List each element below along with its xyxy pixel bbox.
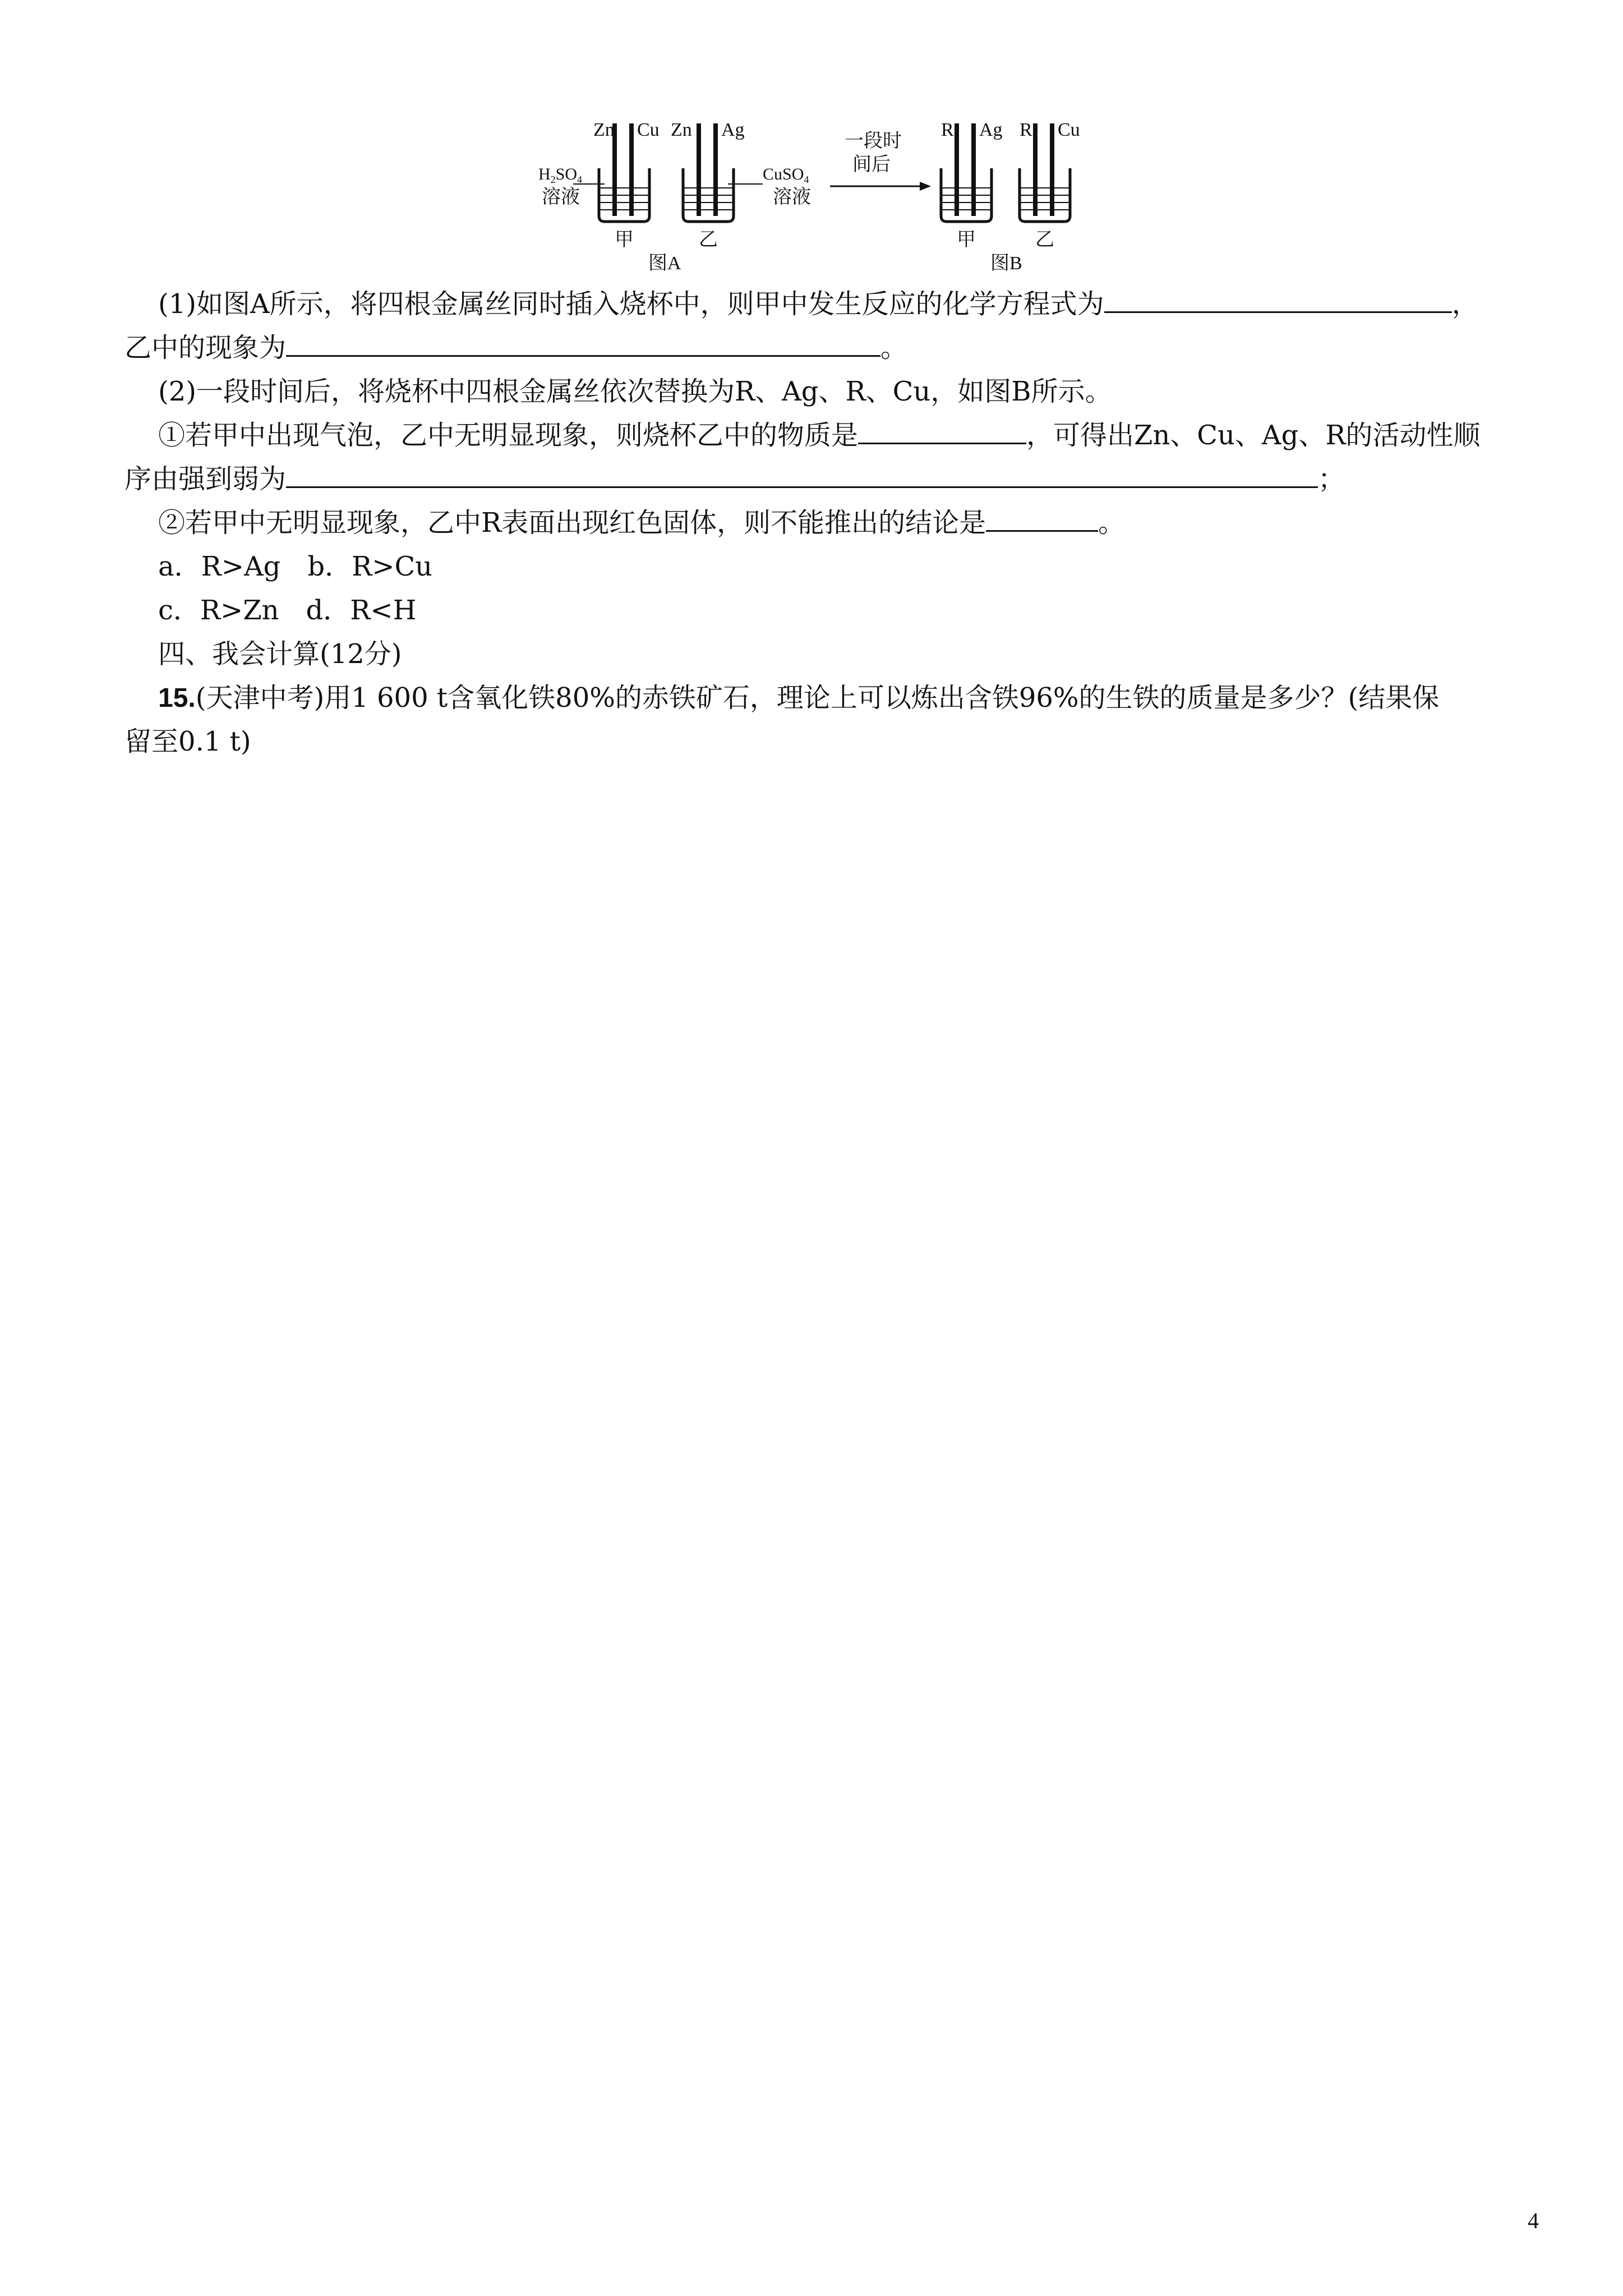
q1-equation-blank[interactable] bbox=[1104, 287, 1452, 313]
figA-label-yi: 乙 bbox=[699, 229, 718, 250]
figA-caption: 图A bbox=[648, 253, 681, 274]
arrow-head-icon bbox=[920, 182, 931, 191]
q2-s2-text: ②若甲中无明显现象，乙中R表面出现红色固体，则不能推出的结论是 bbox=[158, 507, 986, 539]
q2-s1-line2-text: 序由强到弱为 bbox=[125, 463, 287, 495]
electrode-beaker-figure bbox=[538, 112, 1155, 280]
q1-phenomenon-blank[interactable] bbox=[286, 330, 880, 357]
q2-s1-line2 bbox=[125, 461, 1345, 497]
figB-label-jia: 甲 bbox=[957, 229, 976, 250]
figB-jia-electrode-2: Ag bbox=[979, 119, 1003, 140]
q2-s2 bbox=[158, 505, 1125, 541]
section-4-heading: 四、我会计算(12分) bbox=[158, 638, 402, 670]
q2-s1-line1 bbox=[158, 417, 1480, 453]
q15-line1 bbox=[158, 680, 1439, 716]
q1-line2-end: 。 bbox=[880, 332, 908, 364]
q1-line1-end: ， bbox=[1451, 288, 1479, 320]
q2-s1-order-blank[interactable] bbox=[286, 462, 1318, 488]
right-solution-formula: CuSO$_4$ bbox=[763, 165, 809, 185]
q2-s1-line2-end: ； bbox=[1318, 463, 1345, 495]
q2-s1-line1-text: ①若甲中出现气泡，乙中无明显现象，则烧杯乙中的物质是 bbox=[158, 420, 859, 451]
q15-number: 15. bbox=[158, 683, 196, 713]
q2-s2-end: 。 bbox=[1098, 507, 1126, 539]
figB-jia-electrode-1: R bbox=[941, 119, 954, 140]
figB-yi-electrode-2: Cu bbox=[1058, 119, 1080, 140]
figA-jia-electrode-2: Cu bbox=[637, 119, 660, 140]
q1-line1 bbox=[158, 286, 1479, 322]
figA-yi-electrode-1: Zn bbox=[671, 119, 692, 140]
q1-line2 bbox=[125, 330, 907, 366]
left-solution-formula: $H_2SO_4$ bbox=[538, 165, 583, 185]
figB-caption: 图B bbox=[990, 253, 1022, 274]
right-solution-word: 溶液 bbox=[773, 187, 811, 208]
q2-intro: (2)一段时间后，将烧杯中四根金属丝依次替换为R、Ag、R、Cu，如图B所示。 bbox=[158, 376, 1112, 407]
q2-s2-answer-blank[interactable] bbox=[986, 505, 1098, 532]
q2-s1-substance-blank[interactable] bbox=[858, 418, 1026, 444]
q15-line1-text: (天津中考)用1 600 t含氧化铁80%的赤铁矿石，理论上可以炼出含铁96%的生铁的质量是多少？(结果保 bbox=[195, 682, 1440, 714]
figA-yi-electrode-2: Ag bbox=[721, 119, 745, 140]
q1-line1-text: (1)如图A所示，将四根金属丝同时插入烧杯中，则甲中发生反应的化学方程式为 bbox=[158, 288, 1104, 320]
figB-yi-electrode-1: R bbox=[1020, 119, 1032, 140]
arrow-text-2: 间后 bbox=[852, 154, 891, 175]
arrow-text-1: 一段时 bbox=[845, 131, 902, 151]
q2-options-1: a．R>Ag b．R>Cu bbox=[158, 551, 433, 582]
figA-jia-electrode-1: Zn bbox=[593, 119, 615, 140]
page-number: 4 bbox=[1528, 2208, 1539, 2233]
q2-s1-line1-mid: ，可得出Zn、Cu、Ag、R的活动性顺 bbox=[1026, 420, 1481, 451]
q2-options-2: c．R>Zn d．R<H bbox=[158, 595, 417, 626]
figB-label-yi: 乙 bbox=[1035, 229, 1054, 250]
q15-line2: 留至0.1 t) bbox=[125, 726, 251, 757]
q1-line2-text: 乙中的现象为 bbox=[125, 332, 287, 364]
left-solution-word: 溶液 bbox=[542, 187, 580, 208]
figA-label-jia: 甲 bbox=[615, 229, 634, 250]
